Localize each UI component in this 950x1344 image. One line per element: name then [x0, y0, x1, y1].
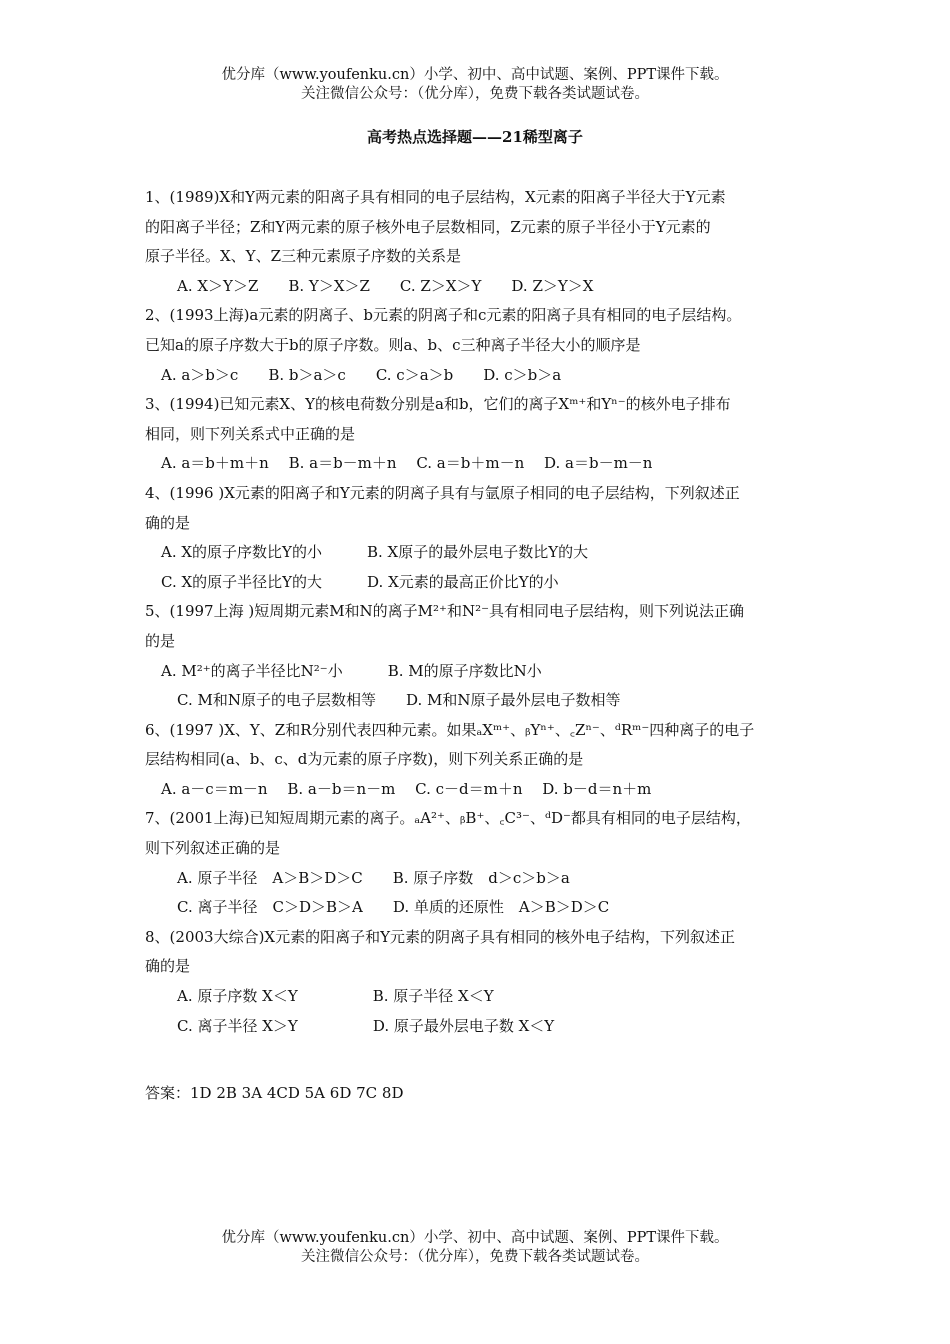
question-7-line: 则下列叙述正确的是 [145, 839, 281, 858]
answer-key: 答案：1D 2B 3A 4CD 5A 6D 7C 8D [145, 1084, 404, 1102]
document-title: 高考热点选择题——21稀型离子 [367, 128, 583, 146]
question-7-options: A. 原子半径 A＞B＞D＞C B. 原子序数 d＞c＞b＞a [177, 868, 570, 887]
question-5-line: 的是 [145, 631, 176, 650]
question-8-options: C. 离子半径 X＞Y D. 原子最外层电子数 X＜Y [177, 1016, 555, 1035]
question-4-line: 确的是 [145, 513, 191, 532]
question-8-line: 8、(2003大综合)X元素的阳离子和Y元素的阴离子具有相同的核外电子结构，下列叙述正 [145, 927, 736, 946]
question-6-line: 层结构相同(a、b、c、d为元素的原子序数)，则下列关系正确的是 [145, 750, 584, 769]
question-1-options: A. X＞Y＞Z B. Y＞X＞Z C. Z＞X＞Y D. Z＞Y＞X [177, 276, 594, 295]
question-1-line: 原子半径。X、Y、Z三种元素原子序数的关系是 [145, 247, 462, 266]
question-5-options: C. M和N原子的电子层数相等 D. M和N原子最外层电子数相等 [177, 691, 621, 710]
header-line-1: 优分库（www.youfenku.cn）小学、初中、高中试题、案例、PPT课件下载。 [221, 67, 729, 83]
question-5-options: A. M²⁺的离子半径比N²⁻小 B. M的原子序数比N小 [161, 661, 542, 680]
question-4-options: A. X的原子序数比Y的小 B. X原子的最外层电子数比Y的大 [161, 543, 589, 562]
header-line-2: 关注微信公众号：（优分库），免费下载各类试题试卷。 [301, 86, 649, 102]
question-4-options: C. X的原子半径比Y的大 D. X元素的最高正价比Y的小 [161, 572, 559, 591]
footer-line-2: 关注微信公众号：（优分库），免费下载各类试题试卷。 [301, 1249, 649, 1265]
question-5-line: 5、(1997上海 )短周期元素M和N的离子M²⁺和N²⁻具有相同电子层结构，则下列说法正确 [145, 602, 745, 621]
page-footer [0, 1229, 950, 1267]
question-3-options: A. a＝b＋m＋n B. a＝b－m＋n C. a＝b＋m－n D. a＝b－m－n [161, 454, 653, 473]
question-3-line: 3、(1994)已知元素X、Y的核电荷数分别是a和b，它们的离子Xᵐ⁺和Yⁿ⁻的核外电子排布 [145, 395, 731, 414]
question-1-line: 的阳离子半径；Z和Y两元素的原子核外电子层数相同，Z元素的原子半径小于Y元素的 [145, 217, 711, 236]
question-3-line: 相同，则下列关系式中正确的是 [145, 424, 356, 443]
question-7-line: 7、(2001上海)已知短周期元素的离子。ₐA²⁺、ᵦB⁺、꜀C³⁻、ᵈD⁻都具有相同的电子层结构， [145, 809, 751, 828]
question-2-line: 已知a的原子序数大于b的原子序数。则a、b、c三种离子半径大小的顺序是 [145, 335, 641, 354]
question-2-line: 2、(1993上海)a元素的阴离子、b元素的阴离子和c元素的阳离子具有相同的电子层结构。 [145, 306, 742, 325]
footer-line-1: 优分库（www.youfenku.cn）小学、初中、高中试题、案例、PPT课件下载。 [221, 1230, 729, 1246]
question-8-options: A. 原子序数 X＜Y B. 原子半径 X＜Y [177, 987, 494, 1006]
question-6-line: 6、(1997 )X、Y、Z和R分别代表四种元素。如果ₐXᵐ⁺、ᵦYⁿ⁺、꜀Zⁿ⁻、ᵈRᵐ⁻四种离子的电子 [145, 720, 755, 739]
question-body [145, 183, 815, 1041]
question-7-options: C. 离子半径 C＞D＞B＞A D. 单质的还原性 A＞B＞D＞C [177, 898, 610, 917]
question-8-line: 确的是 [145, 957, 191, 976]
question-6-options: A. a－c＝m－n B. a－b＝n－m C. c－d＝m＋n D. b－d＝n＋m [161, 779, 652, 798]
page-header [0, 66, 950, 104]
question-4-line: 4、(1996 )X元素的阳离子和Y元素的阴离子具有与氩原子相同的电子层结构，下列叙述正 [145, 483, 740, 502]
question-2-options: A. a＞b＞c B. b＞a＞c C. c＞a＞b D. c＞b＞a [161, 365, 562, 384]
question-1-line: 1、(1989)X和Y两元素的阳离子具有相同的电子层结构，X元素的阳离子半径大于Y元素 [145, 188, 726, 206]
